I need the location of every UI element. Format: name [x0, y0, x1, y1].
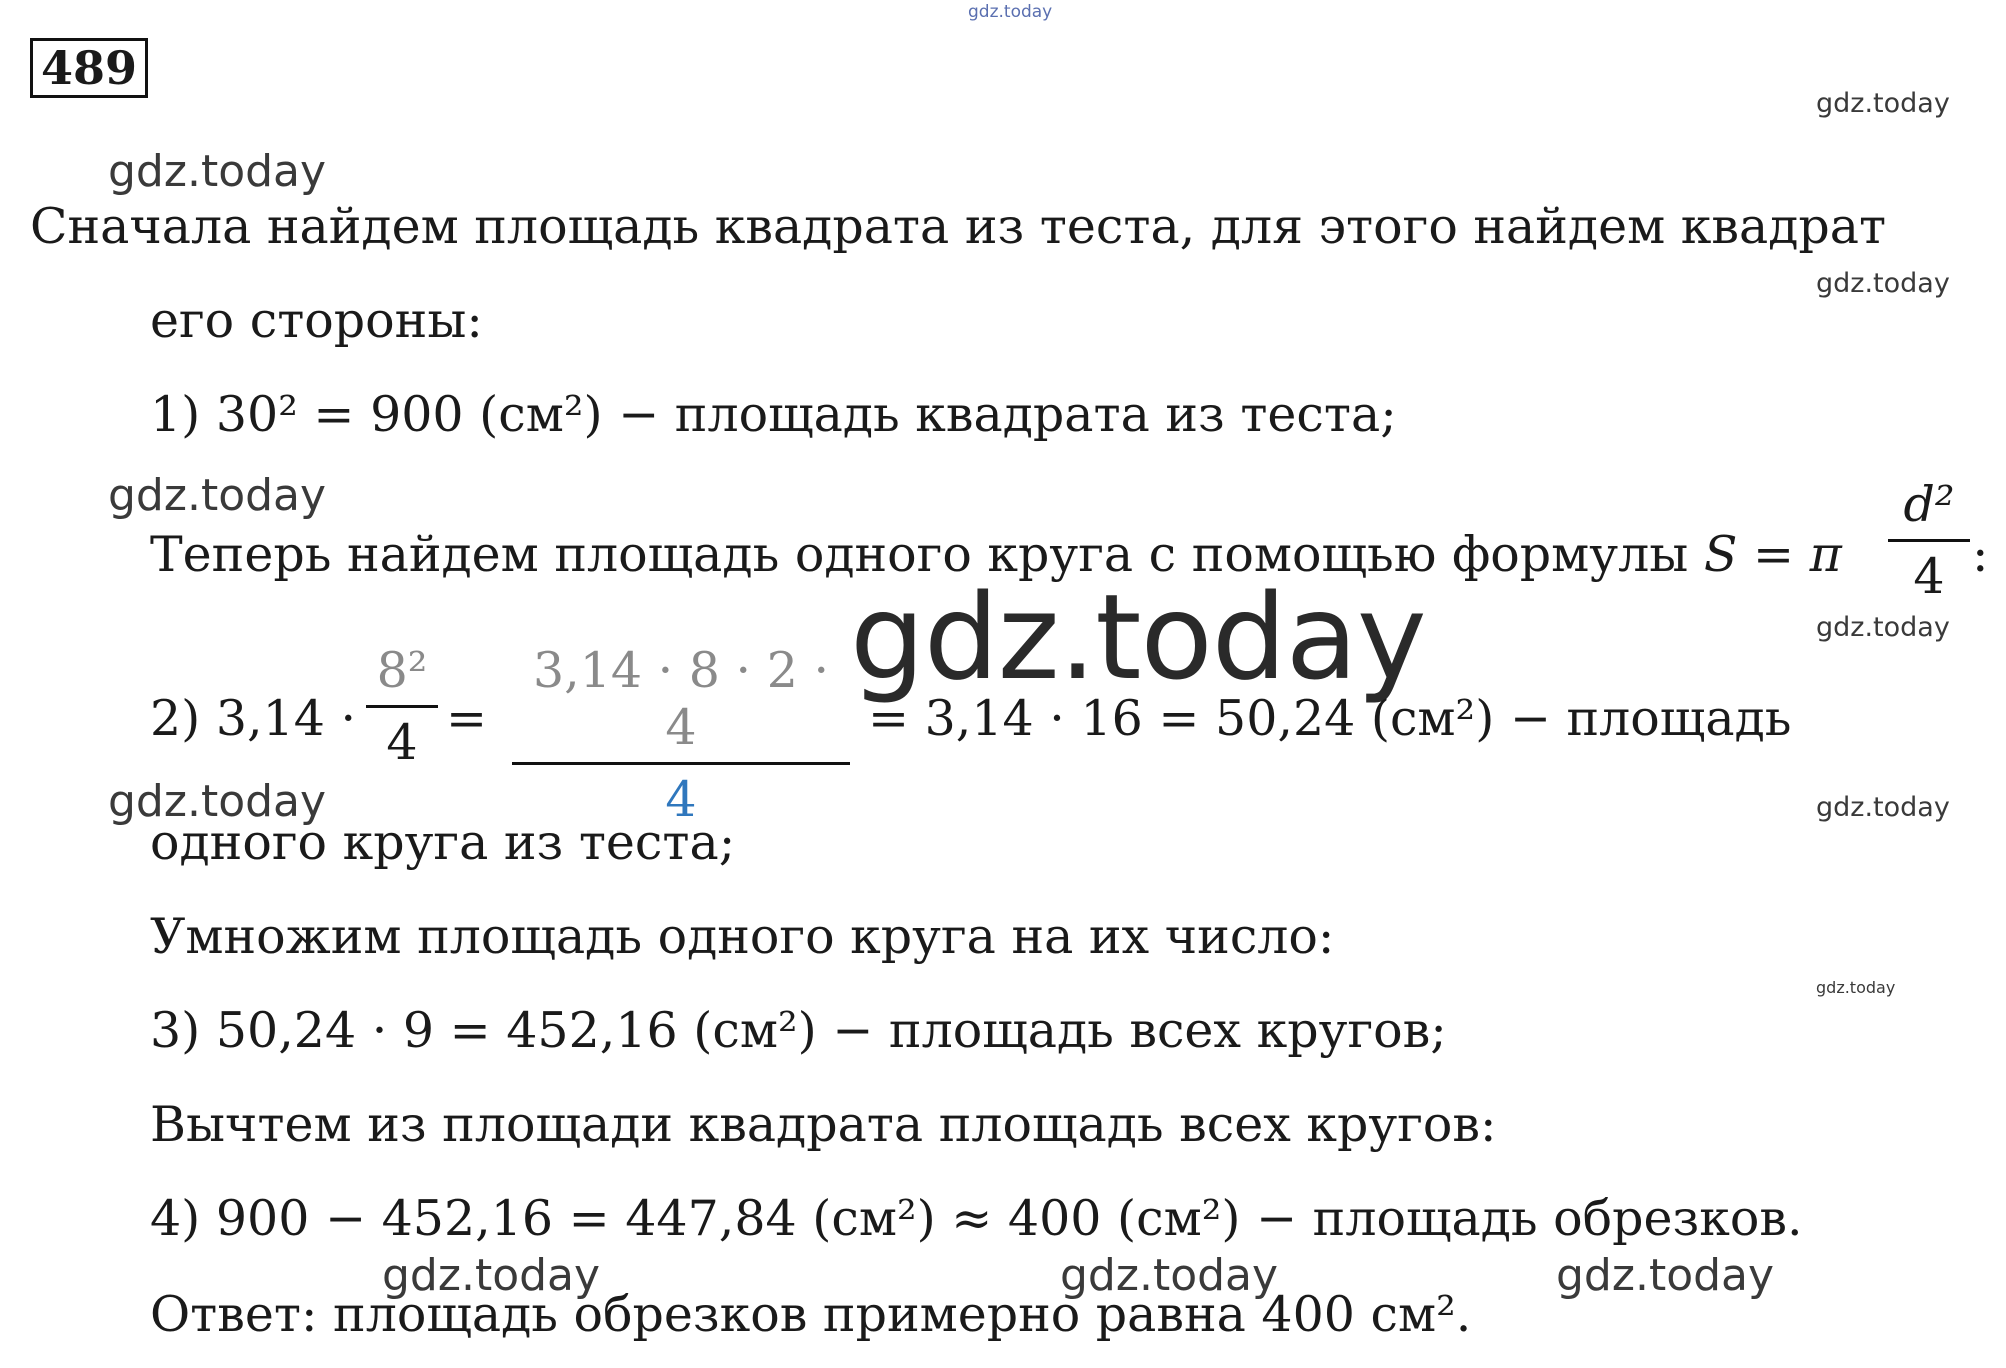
watermark-bottom-2: gdz.today	[1060, 1250, 1279, 1301]
formula-denominator: 4	[1913, 548, 1945, 605]
step-2-frac1-den: 4	[386, 714, 418, 771]
task-number: 489	[30, 38, 148, 98]
fraction-bar	[512, 762, 850, 765]
watermark-bottom-3: gdz.today	[1556, 1250, 1775, 1301]
intro-line-2: его стороны:	[150, 292, 483, 349]
step-2-frac1-num: 8²	[376, 642, 428, 699]
intro-line-1: Сначала найдем площадь квадрата из теста, для этого найдем квадрат	[30, 198, 1887, 255]
watermark-right-4: gdz.today	[1816, 792, 1950, 823]
watermark-right-3: gdz.today	[1816, 612, 1950, 643]
watermark-right-1: gdz.today	[1816, 88, 1950, 119]
step-2-continuation: одного круга из теста;	[150, 814, 736, 871]
watermark-center-large: gdz.today	[850, 568, 1426, 706]
formula-numerator: d²	[1903, 476, 1955, 533]
step-3: 3) 50,24 · 9 = 452,16 (см²) − площадь всех кругов;	[150, 1002, 1447, 1059]
formula-fraction	[1888, 476, 1970, 605]
step-4: 4) 900 − 452,16 = 447,84 (см²) ≈ 400 (см²) − площадь обрезков.	[150, 1190, 1803, 1247]
subtract-text: Вычтем из площади квадрата площадь всех кругов:	[150, 1096, 1497, 1153]
watermark-left-2: gdz.today	[108, 470, 327, 521]
watermark-bottom-1: gdz.today	[382, 1250, 601, 1301]
step-2-fraction-2	[512, 642, 850, 828]
watermark-right-5: gdz.today	[1816, 978, 1896, 997]
watermark-left-3: gdz.today	[108, 776, 327, 827]
step-2-rest: = 3,14 · 16 = 50,24 (см²) − площадь	[868, 690, 1792, 747]
step-2-frac2-den: 4	[665, 771, 697, 828]
watermark-left-1: gdz.today	[108, 146, 327, 197]
formula-lhs: S = π	[1703, 526, 1842, 583]
formula-text: Теперь найдем площадь одного круга с помощью формулы	[150, 526, 1689, 583]
fraction-bar	[1888, 539, 1970, 542]
step-2-equals: =	[446, 690, 488, 747]
step-2-fraction-1	[366, 642, 438, 771]
fraction-bar	[366, 705, 438, 708]
step-1: 1) 30² = 900 (см²) − площадь квадрата из теста;	[150, 386, 1397, 443]
answer: Ответ: площадь обрезков примерно равна 400 см².	[150, 1286, 1472, 1343]
formula-colon: :	[1972, 526, 1989, 583]
watermark-top: gdz.today	[968, 2, 1053, 22]
step-2-frac2-num: 3,14 · 8 · 2 · 4	[532, 642, 830, 756]
formula-line	[150, 526, 1842, 583]
multiply-text: Умножим площадь одного круга на их число:	[150, 908, 1335, 965]
step-2-prefix: 2) 3,14 ·	[150, 690, 357, 747]
watermark-right-2: gdz.today	[1816, 268, 1950, 299]
